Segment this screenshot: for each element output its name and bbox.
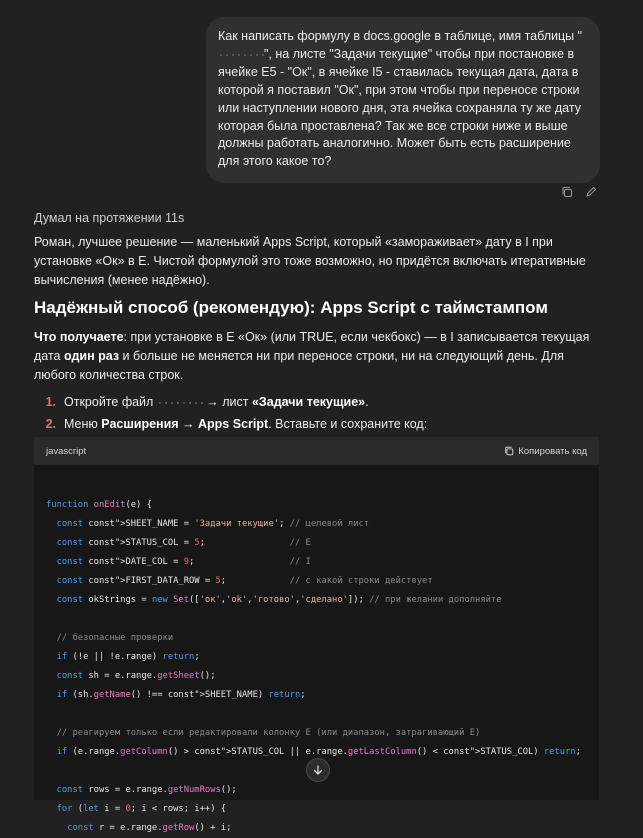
code-content[interactable]	[34, 465, 599, 838]
code-block	[34, 437, 599, 833]
code-line	[46, 477, 587, 496]
user-message-bubble	[206, 17, 600, 183]
code-line: const const">DATE_COL = 9; // I	[56, 557, 311, 567]
code-line	[46, 705, 587, 724]
code-line: const okStrings = new Set(['ок','ok','готово','сделано']); // при желании дополняйте	[56, 595, 502, 605]
what-label: Что получаете	[34, 330, 124, 344]
scroll-down-button[interactable]	[306, 758, 330, 782]
thought-duration[interactable]: Думал на протяжении 11s	[34, 211, 185, 225]
step-number: 1.	[45, 395, 56, 409]
code-line: const r = e.range.getRow() + i;	[67, 823, 232, 833]
code-line: if (e.range.getColumn() > const">STATUS_COL || e.range.getLastColumn() < const">STATUS_COL) return;	[56, 747, 581, 757]
code-line: for (let i = 0; i < rows; i++) {	[56, 804, 227, 814]
steps-list	[34, 391, 594, 435]
user-message-part1: Как написать формулу в docs.google в таблице, имя таблицы "	[218, 29, 583, 43]
step-text: Меню Расширения → Apps Script. Вставьте и сохраните код:	[64, 417, 428, 431]
list-item	[34, 391, 594, 413]
what-text-2: и больше не меняется ни при переносе строки, ни на следующий день. Для любого количества строк.	[34, 349, 564, 382]
what-you-get-paragraph	[34, 328, 599, 385]
user-message-part2: ", на листе "Задачи текущие" чтобы при постановке в ячейке E5 - "Ок", в ячейке I5 - ставилась текущая дата, дата в которой я поставил "Ок", при этом чтобы при переносе строки или наступлении нового дня, эта ячейка сохраняла ту же дату которая была проставлена? Так же все строки ниже и выше должны работать аналогично. Может быть есть расширение для этого какое то?	[218, 46, 581, 169]
code-line	[46, 610, 587, 629]
copy-code-button[interactable]	[504, 446, 587, 457]
step-text: Откройте файл → лист «Задачи текущие».	[64, 395, 369, 409]
copy-icon	[504, 446, 514, 456]
code-line: const sh = e.range.getSheet();	[56, 671, 216, 681]
code-line: const const">FIRST_DATA_ROW = 5; // с какой строки действует	[56, 576, 433, 586]
code-line: if (!e || !e.range) return;	[56, 652, 200, 662]
code-language-label: javascript	[46, 445, 87, 457]
code-header	[34, 437, 599, 465]
arrow-down-icon	[312, 764, 324, 776]
redacted-file-name	[157, 397, 203, 409]
what-bold-1: один раз	[63, 349, 120, 363]
step-number: 2.	[45, 417, 56, 431]
code-line: const rows = e.range.getNumRows();	[56, 785, 237, 795]
edit-message-icon[interactable]	[584, 185, 598, 199]
copy-code-label: Копировать код	[518, 445, 587, 457]
copy-message-icon[interactable]	[560, 185, 574, 199]
code-line: // безопасные проверки	[56, 633, 174, 643]
code-line: const const">STATUS_COL = 5; // E	[56, 538, 311, 548]
code-line: // реагируем только если редактировали колонку E (или диапазон, затрагивающий E)	[56, 728, 481, 738]
code-line: if (sh.getName() !== const">SHEET_NAME) return;	[56, 690, 306, 700]
section-heading: Надёжный способ (рекомендую): Apps Script с таймстампом	[34, 298, 548, 317]
redacted-spreadsheet-name	[218, 49, 264, 61]
code-line: const const">SHEET_NAME = 'Задачи текущие'; // целевой лист	[56, 519, 370, 529]
message-actions	[560, 185, 598, 199]
list-item	[34, 413, 594, 435]
intro-paragraph: Роман, лучшее решение — маленький Apps Script, который «замораживает» дату в I при установке «Ок» в E. Чистой формулой это тоже возможно, но придётся включать итеративные вычисления (менее надёжно).	[34, 235, 586, 287]
what-text-1: : при установке в E «Ок» (или TRUE, если чекбокс) — в I записывается текущая дата	[34, 330, 590, 363]
code-line: function onEdit(e) {	[46, 500, 152, 510]
